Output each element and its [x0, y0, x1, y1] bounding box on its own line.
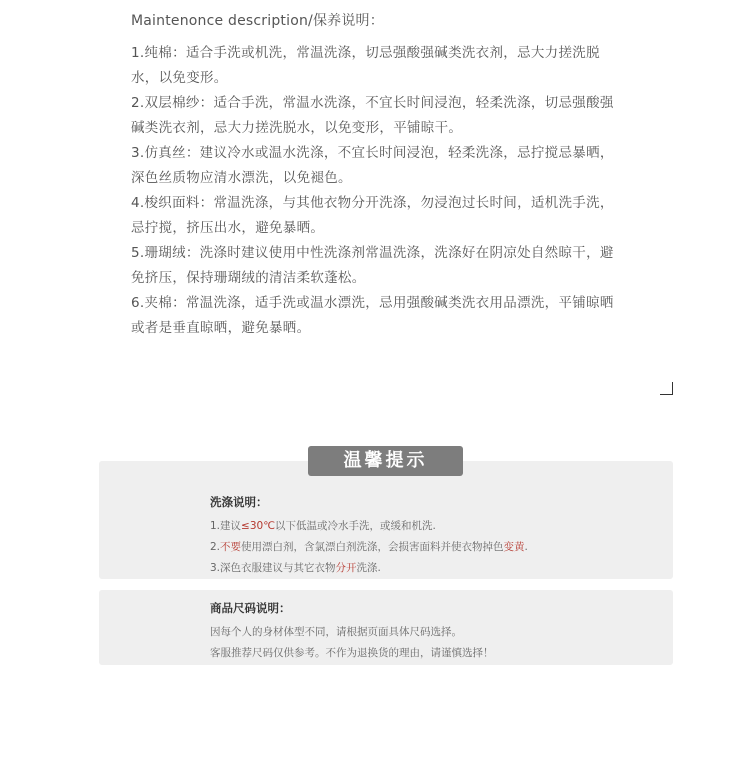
washing-line-3-pre: 3.深色衣服建议与其它衣物	[210, 562, 336, 574]
care-item-woven: 4.梭织面料：常温洗涤，与其他衣物分开洗涤，勿浸泡过长时间，适机洗手洗，忌拧搅，挤压出水，避免暴晒。	[131, 195, 614, 236]
washing-line-2-yellow: 变黄	[503, 541, 525, 553]
washing-line-2-dont: 不要	[220, 541, 242, 553]
size-title: 商品尺码说明：	[210, 601, 291, 615]
maintenance-list	[131, 41, 623, 341]
care-item-cotton: 1.纯棉：适合手洗或机洗，常温洗涤，切忌强酸强碱类洗衣剂，忌大力搓洗脱水，以免变形。	[131, 45, 600, 86]
care-item-faux-silk: 3.仿真丝：建议冷水或温水洗涤，不宜长时间浸泡，轻柔洗涤，忌拧搅忌暴晒，深色丝质物应清水漂洗，以免褪色。	[131, 145, 614, 186]
washing-line-2-post: .	[524, 541, 528, 553]
washing-title: 洗涤说明：	[210, 495, 268, 509]
washing-instructions-panel	[99, 461, 673, 579]
washing-instructions-content	[210, 494, 528, 579]
washing-line-3-post: 洗涤.	[356, 562, 381, 574]
size-instructions-content	[210, 600, 494, 664]
washing-line-1-post: 以下低温或冷水手洗，或缓和机洗.	[274, 520, 436, 532]
washing-line-3	[210, 558, 528, 579]
corner-mark-icon	[660, 382, 673, 395]
washing-line-2-mid: 使用漂白剂，含氯漂白剂洗涤，会损害面料并使衣物掉色	[241, 541, 504, 553]
size-line-2: 客服推荐尺码仅供参考。不作为退换货的理由，请谨慎选择！	[210, 647, 494, 659]
care-item-coral-fleece: 5.珊瑚绒：洗涤时建议使用中性洗涤剂常温洗涤，洗涤好在阴凉处自然晾干，避免挤压，保持珊瑚绒的清洁柔软蓬松。	[131, 245, 614, 286]
care-item-quilted-cotton: 6.夹棉：常温洗涤，适手洗或温水漂洗，忌用强酸碱类洗衣用品漂洗，平铺晾晒或者是垂直晾晒，避免暴晒。	[131, 295, 614, 336]
washing-line-1	[210, 516, 528, 537]
size-line-1: 因每个人的身材体型不同，请根据页面具体尺码选择。	[210, 626, 462, 638]
washing-line-3-separate: 分开	[335, 562, 357, 574]
washing-line-1-pre: 1.建议	[210, 520, 242, 532]
warm-tips-badge: 温馨提示	[308, 446, 463, 476]
washing-line-2	[210, 537, 528, 558]
care-item-double-gauze: 2.双层棉纱：适合手洗，常温水洗涤，不宜长时间浸泡，轻柔洗涤，切忌强酸强碱类洗衣剂，忌大力搓洗脱水，以免变形，平铺晾干。	[131, 95, 614, 136]
maintenance-heading: Maintenonce description/保养说明：	[131, 13, 384, 29]
washing-line-2-pre: 2.	[210, 541, 221, 553]
washing-line-1-temp: ≤30℃	[241, 520, 275, 532]
size-instructions-panel	[99, 590, 673, 665]
